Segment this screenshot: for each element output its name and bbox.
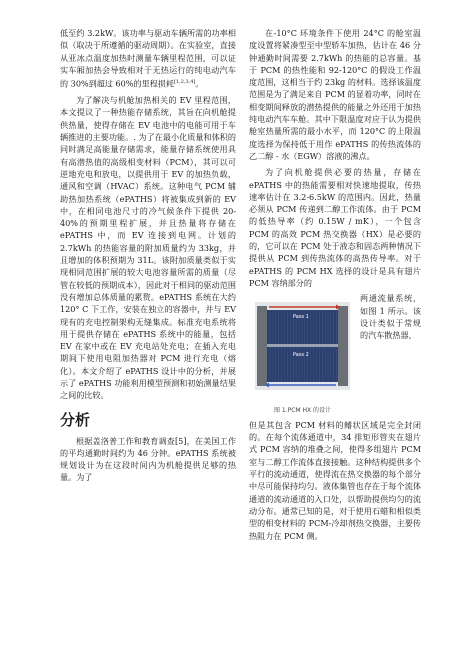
figure-caption: 图 1.PCM HX 的设计 bbox=[273, 406, 332, 414]
figure-block bbox=[249, 292, 421, 417]
paragraph: 低至约 3.2kW。该功率与驱动车辆所需的功率相似（取决于所遵循的驱动周期）。在实验室，直接从亚冰点温度加热时测量车辆里程范围，可以证实车厢加热会导致相对于无热运行的纯电动汽车的 30%到超过 60%的里程损耗[1,2,3,4]。 bbox=[60, 28, 236, 89]
inlet-header bbox=[257, 306, 267, 386]
paragraph: 为了向机舱提供必要的热量，存储在 ePATHS 中的热能需要相对快速地提取，传热速率估计在 3.2-6.5kW 的范围内。因此，热量必须从 PCM 传递到二醇工作流体。由于 PCM 的低热导率（约 0.15W / mK），一个包含 PCM 的高效 PCM 热交换器（HX）是必要的的，它可以在 PCM 处于液态和固态两种情况下提供从 PCM 到传热流体的高热传导率。对于 ePATHS 的 PCM HX 选择的设计是具有翅片 PCM 容纳部分的 bbox=[249, 167, 421, 288]
figure bbox=[249, 292, 356, 417]
pcm-hx-diagram bbox=[249, 292, 356, 398]
pass-divider bbox=[267, 344, 338, 347]
citation: [1,2,3,4] bbox=[173, 79, 196, 86]
paragraph: 根据盖洛普工作和教育调查[5]，在美国工作的平均通勤时间约为 46 分钟。ePATHS 系统被规划设计为在这段时间内为机舱提供足够的热量。为了 bbox=[60, 435, 236, 483]
pass-label: Pass 1 bbox=[293, 314, 309, 321]
paragraph: 但是其包含 PCM 材料的鳍状区域是完全封闭的。在每个流体通道中，34 排矩形管夹在翅片式 PCM 容纳的堆叠之间，使得多组翅片 PCM 室与二醇工作流体直接接触。这种结构提供多个平行的流动通道，使得流在热交换器的每个部分中尽可能保持均匀。液体集管也存在于每个流体通道的流动通道的入口处，以帮助提供均匀的流动分布。通常已知的是，对于使用石蜡和相似类型的相变材料的 PCM-冷却剂热交换器，主要传热阻力在 PCM 侧。 bbox=[249, 419, 421, 541]
paragraph: 为了解决与机舱加热相关的 EV 里程范围，本文提议了一种热能存储系统，其旨在向机舱提供热量，使得存储在 EV 电池中的电能可用于车辆推进的主要功能。. 为了在最小化质量和体积的同时满足高能量存储需求，能量存储系统使用具有高潜热值的高级相变材料（PCM），其可以可逆地充电和放电，以提供用于 EV 的加热负载，通风和空调（HVAC）系统。这种电气 PCM 辅助热加热系统（ePATHS）将被集成到新的 EV 中，在相同电池尺寸的冷气候条件下提供 20-40%的预期里程扩展，并且热量将存储在 ePATHS 中，而 EV 连接到电网。计划的 2.7kWh 的热能容量的附加质量约为 33kg，并且增加的体积预期为 31L。该附加质量类似于实现相同范围扩展的较大电池容量所需的质量（尽管在较低的预期成本），因此对于相同的驱动范围没有增加总体质量的累赘。ePATHS 系统在大约 120° C 下工作，安装在独立的容器中，并与 EV 现有的充电控制架构无缝集成。标准充电系统将用于提供存储在 ePATHS 系统中的能量，包括 EV 在家中或在 EV 充电站处充电；在插入充电期间下使用电阻加热器对 PCM 进行充电（熔化）。本文介绍了 ePATHS 设计中的分析，并展示了 ePATHS 功能利用模型预测和初始测量结果之间的比较。 bbox=[60, 95, 236, 401]
paragraph: 在-10°C 环境条件下使用 24°C 的舱室温度设置将紧凑型至中型轿车加热，估计在 46 分钟通勤时间需要 2.7kWh 的热能的总容量。基于 PCM 的热性能和 92-120°C 的假设工作温度范围，这相当于约 23kg 的材料。选择该温度范围是为了满足来自 PCM 的显着功率，同时在相变期间释放的潜热提供的能量之外还用于加热纯电动汽车车舱。其中下限温度对应于认为提供舱室热量所需的最小水平，而 120°C 的上限温度选择为保持低于用作 ePATHS 的传热流体的乙二醇 - 水（EGW）溶液的沸点。 bbox=[249, 28, 421, 161]
right-column bbox=[249, 27, 421, 542]
left-column bbox=[60, 27, 236, 484]
outlet-header bbox=[338, 306, 348, 386]
paragraph: 两通流量系统，如图 1 所示。该设计类似于常规的汽车散热器， bbox=[360, 293, 421, 341]
section-heading: 分析 bbox=[60, 410, 91, 429]
pass-label: Pass 2 bbox=[293, 352, 309, 359]
figure-side-text bbox=[356, 292, 421, 417]
